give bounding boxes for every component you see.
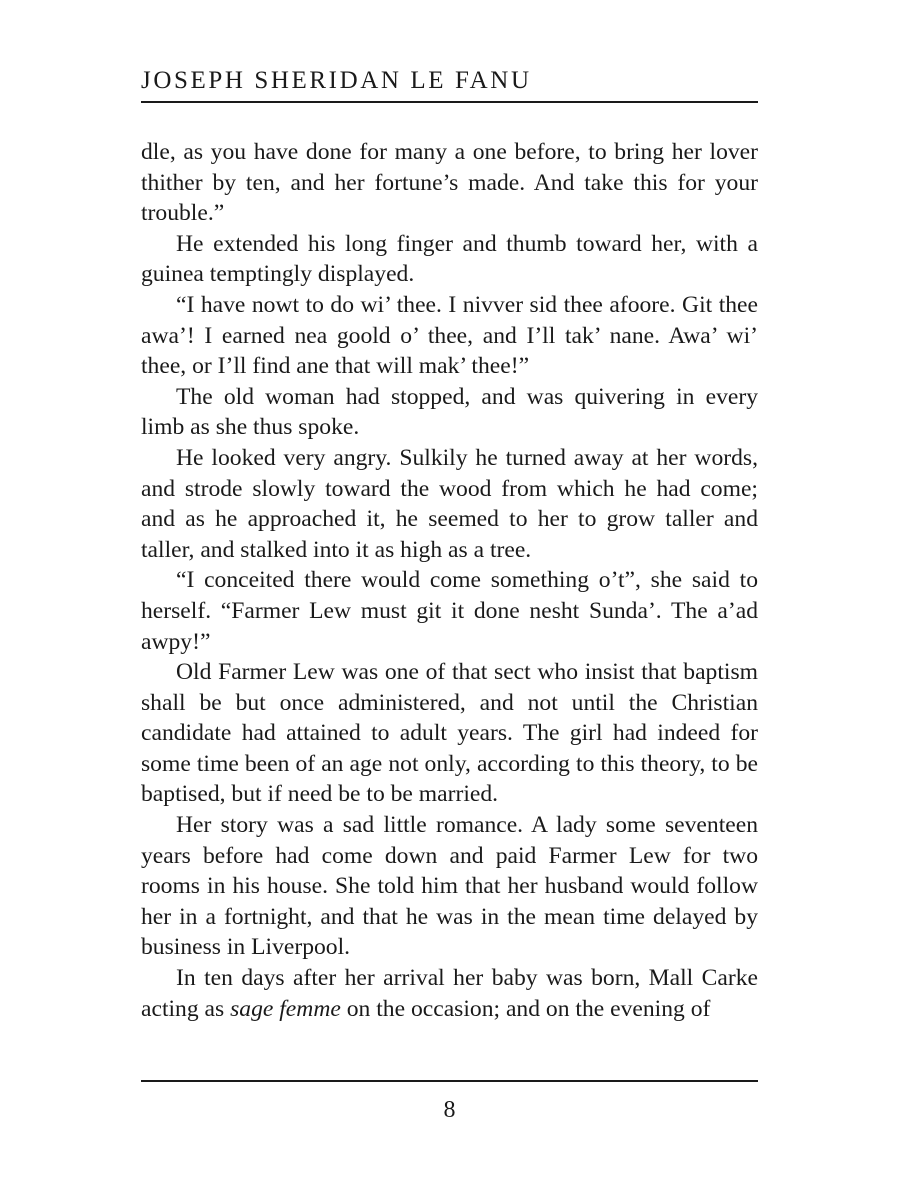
body-text bbox=[141, 137, 758, 1024]
footer-rule bbox=[141, 1080, 758, 1082]
paragraph-9-start: In ten days after her arrival her baby was born, Mall Carke acting as bbox=[141, 965, 758, 1022]
paragraph-6: “I conceited there would come something o’t”, she said to herself. “Farmer Lew must git it done nesht Sunda’. The a’ad awpy!” bbox=[141, 567, 758, 655]
paragraph-9-italic-term: sage femme bbox=[230, 995, 341, 1022]
paragraph-9 bbox=[141, 963, 758, 1024]
page-number: 8 bbox=[443, 1097, 456, 1123]
paragraph-3: “I have nowt to do wi’ thee. I nivver sid thee afoore. Git thee awa’! I earned nea goold o’ thee, and I’ll tak’ nane. Awa’ wi’ thee, or I’ll find ane that will mak’ thee!” bbox=[141, 291, 758, 380]
paragraph-8: Her story was a sad little romance. A lady some seventeen years before had come down and paid Farmer Lew for two rooms in his house. She told him that her husband would follow her in a fortnight, and that he was in the mean time delayed by business in Liverpool. bbox=[141, 812, 758, 961]
running-header-title: JOSEPH SHERIDAN LE FANU bbox=[141, 67, 532, 94]
paragraph-1: dle, as you have done for many a one before, to bring her lover thither by ten, and her fortune’s made. And take this for your trouble.” bbox=[141, 139, 758, 227]
paragraph-9-end: on the occasion; and on the evening of bbox=[340, 995, 711, 1022]
header-rule bbox=[141, 101, 758, 103]
paragraph-2: He extended his long finger and thumb toward her, with a guinea temptingly displayed. bbox=[141, 230, 758, 288]
paragraph-4: The old woman had stopped, and was quivering in every limb as she thus spoke. bbox=[141, 383, 758, 441]
paragraph-7: Old Farmer Lew was one of that sect who insist that baptism shall be but once administered, and not until the Christian candidate had attained to adult years. The girl had indeed for some time been of an age not only, according to this theory, to be baptised, but if need be to be married. bbox=[141, 659, 758, 808]
paragraph-5: He looked very angry. Sulkily he turned away at her words, and strode slowly toward the wood from which he had come; and as he approached it, he seemed to her to grow taller and taller, and stalked into it as high as a tree. bbox=[141, 444, 758, 563]
